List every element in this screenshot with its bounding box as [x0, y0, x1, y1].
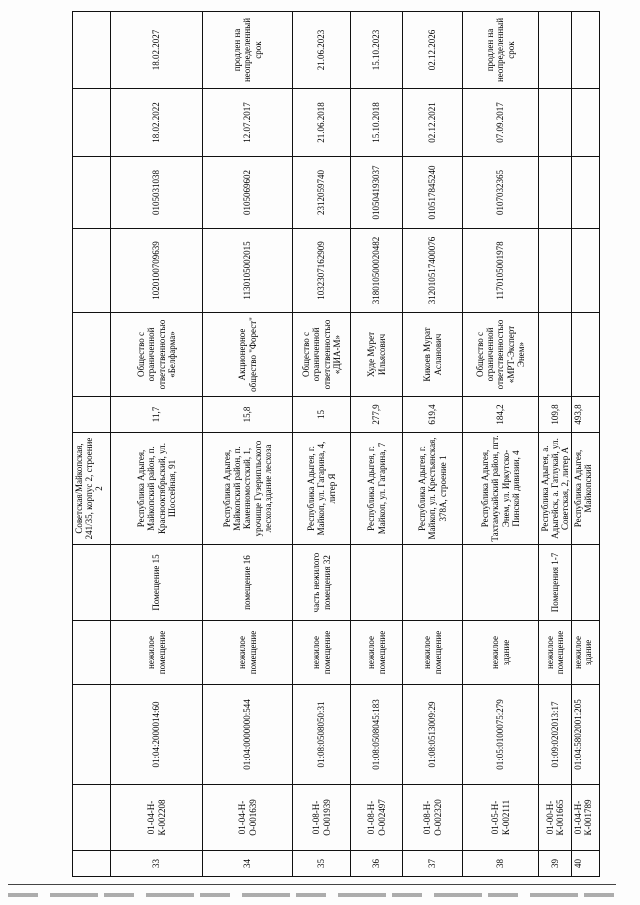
table-row: [463, 12, 539, 877]
cell-inn: 010504193037: [351, 157, 403, 229]
cell-inn: 0105031038: [111, 157, 203, 229]
cell-holder: Общество с ограниченной ответственностью «ДИА-М»: [293, 313, 351, 397]
cell-term: 21.06.2023: [293, 12, 351, 89]
cell-date: 12.07.2017: [203, 89, 293, 157]
cell-date: 07.09.2017: [463, 89, 539, 157]
cell-premises: помещение 16: [203, 545, 293, 621]
cell-record-code: 01-08-Н-О-002320: [403, 785, 463, 851]
cell-area: 493,8: [572, 397, 600, 433]
cell-inn: [539, 157, 572, 229]
table-row: [572, 12, 600, 877]
registry-table: [72, 11, 600, 877]
table-row: [539, 12, 572, 877]
cell-cadastral-number: 01:08:0508045:183: [351, 685, 403, 785]
cell-term: 15.10.2023: [351, 12, 403, 89]
cell-area: 15: [293, 397, 351, 433]
cell-number: 35: [293, 851, 351, 877]
scan-artifact: [8, 893, 616, 897]
cell-area: [73, 397, 111, 433]
cell-number: 39: [539, 851, 572, 877]
cell-address: Советская/Майкопская, 241/35, корпус 2, строение 2: [73, 433, 111, 545]
cell-number: 38: [463, 851, 539, 877]
cell-cadastral-number: 01:08:0508050:31: [293, 685, 351, 785]
cell-area: 109,8: [539, 397, 572, 433]
cell-object-type: нежилое помещение: [293, 621, 351, 685]
cell-inn: [73, 157, 111, 229]
cell-term: [539, 12, 572, 89]
cell-record-code: 01-04-Н-О-001639: [203, 785, 293, 851]
cell-object-type: [73, 621, 111, 685]
cell-number: 34: [203, 851, 293, 877]
cell-record-code: 01-08-Н-О-001939: [293, 785, 351, 851]
table-row: [73, 12, 111, 877]
cell-area: 15,8: [203, 397, 293, 433]
cell-object-type: нежилое помещение: [111, 621, 203, 685]
cell-ogrn: 1032307162909: [293, 229, 351, 313]
cell-address: Республика Адыгея, Майкопский: [572, 433, 600, 545]
cell-inn: 2312059740: [293, 157, 351, 229]
cell-ogrn: [539, 229, 572, 313]
cell-object-type: нежилое помещение: [203, 621, 293, 685]
cell-number: 33: [111, 851, 203, 877]
table-row: [111, 12, 203, 877]
cell-premises: [403, 545, 463, 621]
cell-address: Республика Адыгея, г. Майкоп, ул. Крестьянская, 378А, строение 1: [403, 433, 463, 545]
cell-address: Республика Адыгея, а. Адыгейск, а. Гатлукай, ул. Советская, 2, литер А: [539, 433, 572, 545]
cell-record-code: [73, 785, 111, 851]
cell-number: 37: [403, 851, 463, 877]
cell-address: Республика Адыгея, г. Майкоп, ул. Гагарина, 4, литер Я: [293, 433, 351, 545]
cell-holder: Общество с ограниченной ответственностью «Белфарма»: [111, 313, 203, 397]
cell-date: [539, 89, 572, 157]
cell-record-code: 01-08-Н-О-002497: [351, 785, 403, 851]
cell-object-type: нежилое помещение: [539, 621, 572, 685]
table-row: [403, 12, 463, 877]
cell-record-code: 01-00-Н-К-001665: [539, 785, 572, 851]
cell-ogrn: 1170105001978: [463, 229, 539, 313]
cell-address: Республика Адыгея, г. Майкоп, ул. Гагарина, 7: [351, 433, 403, 545]
cell-premises: [463, 545, 539, 621]
cell-inn: [572, 157, 600, 229]
cell-date: [73, 89, 111, 157]
table-row: [203, 12, 293, 877]
cell-object-type: нежилое здание: [463, 621, 539, 685]
cell-ogrn: [73, 229, 111, 313]
cell-address: Республика Адыгея, Майкопский район, п. Краснооктябрьский, ул. Шоссейная, 91: [111, 433, 203, 545]
cell-premises: [73, 545, 111, 621]
cell-term: продлен на неопределенный срок: [203, 12, 293, 89]
cell-cadastral-number: 01:08:0513009:29: [403, 685, 463, 785]
cell-term: 02.12.2026: [403, 12, 463, 89]
cell-object-type: нежилое помещение: [351, 621, 403, 685]
cell-area: 11,7: [111, 397, 203, 433]
cell-cadastral-number: 01:05:0100075:279: [463, 685, 539, 785]
cell-object-type: нежилое помещение: [403, 621, 463, 685]
cell-date: 18.02.2022: [111, 89, 203, 157]
cell-number: 40: [572, 851, 600, 877]
cell-date: 21.06.2018: [293, 89, 351, 157]
cell-record-code: 01-04-Н-К-002208: [111, 785, 203, 851]
cell-term: [572, 12, 600, 89]
cell-area: 277,9: [351, 397, 403, 433]
cell-address: Республика Адыгея, Майкопский район, п. Каменномостский, 1, урочище Гузерипльского лесхоза,здание лесхоза: [203, 433, 293, 545]
cell-holder: [73, 313, 111, 397]
cell-number: [73, 851, 111, 877]
cell-holder: [539, 313, 572, 397]
cell-area: 619,4: [403, 397, 463, 433]
cell-term: продлен на неопределенный срок: [463, 12, 539, 89]
cell-date: 02.12.2021: [403, 89, 463, 157]
page-edge-line: [8, 884, 616, 885]
table-viewport: [72, 12, 592, 877]
cell-premises: Помещения 1-7: [539, 545, 572, 621]
cell-ogrn: 1020100709639: [111, 229, 203, 313]
cell-ogrn: 312010517400076: [403, 229, 463, 313]
cell-holder: Кикоев Мурат Асланович: [403, 313, 463, 397]
cell-date: 15.10.2018: [351, 89, 403, 157]
cell-cadastral-number: 01:04:0000000:544: [203, 685, 293, 785]
cell-term: [73, 12, 111, 89]
table-row: [293, 12, 351, 877]
cell-term: 18.02.2027: [111, 12, 203, 89]
cell-cadastral-number: [73, 685, 111, 785]
cell-inn: 0107032365: [463, 157, 539, 229]
cell-premises: часть нежилого помещения 32: [293, 545, 351, 621]
cell-address: Республика Адыгея, Тахтамукайский район, пгт. Энем, ул. Иркутско-Пинской дивизии, 4: [463, 433, 539, 545]
cell-ogrn: [572, 229, 600, 313]
cell-number: 36: [351, 851, 403, 877]
cell-record-code: 01-05-Н-К-002111: [463, 785, 539, 851]
cell-holder: Акционерное общество "Форест": [203, 313, 293, 397]
cell-premises: [572, 545, 600, 621]
cell-cadastral-number: 01:04:2000014:60: [111, 685, 203, 785]
cell-ogrn: 318010500020482: [351, 229, 403, 313]
cell-holder: [572, 313, 600, 397]
cell-date: [572, 89, 600, 157]
cell-inn: 0105069602: [203, 157, 293, 229]
cell-premises: Помещение 15: [111, 545, 203, 621]
cell-inn: 010517845240: [403, 157, 463, 229]
table-row: [351, 12, 403, 877]
cell-object-type: нежилое здание: [572, 621, 600, 685]
cell-area: 184,2: [463, 397, 539, 433]
cell-premises: [351, 545, 403, 621]
cell-ogrn: 1130105002015: [203, 229, 293, 313]
cell-cadastral-number: 01:04:5802001:205: [572, 685, 600, 785]
cell-holder: Худе Мурет Ильясович: [351, 313, 403, 397]
cell-holder: Общество с ограниченной ответственностью «МРТ-Эксперт Энем»: [463, 313, 539, 397]
cell-cadastral-number: 01:09:0202013:17: [539, 685, 572, 785]
cell-record-code: 01-04-Н-К-001789: [572, 785, 600, 851]
